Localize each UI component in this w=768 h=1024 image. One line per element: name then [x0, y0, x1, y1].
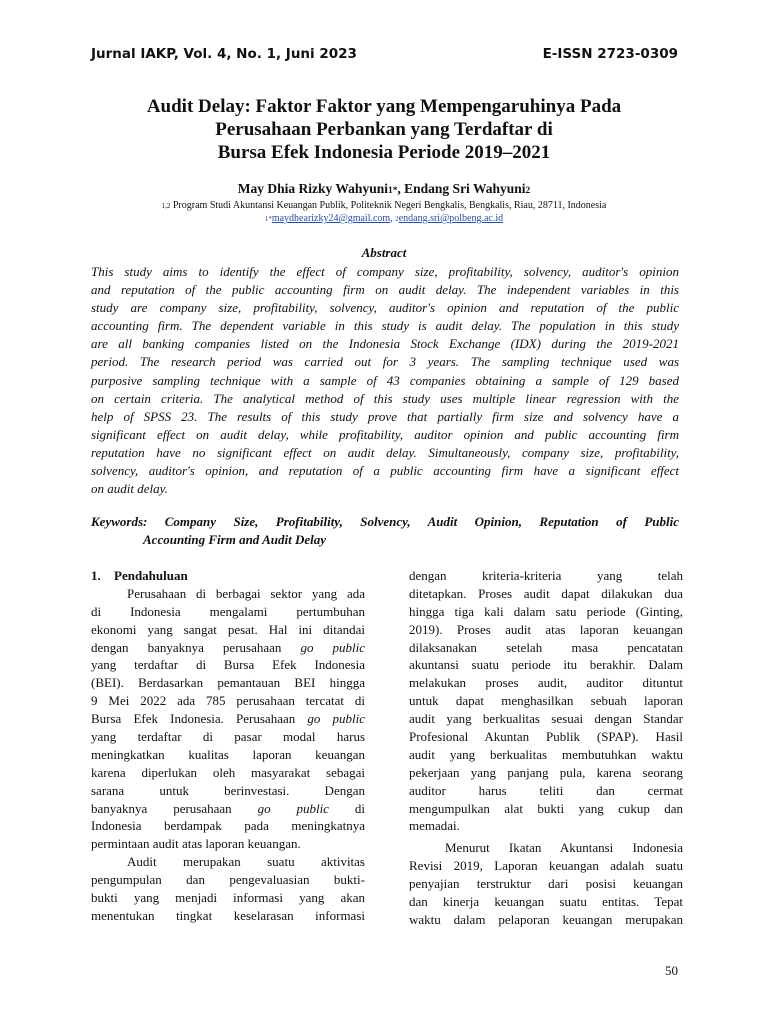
- abstract-line: accounting firm. The dependent variable in this study is audit delay. The population in this study: [91, 318, 679, 334]
- body-line: di Indonesia mengalami pertumbuhan: [91, 603, 365, 619]
- title-line: Bursa Efek Indonesia Periode 2019–2021: [217, 142, 551, 163]
- body-line: dengan kriteria-kriteria yang telah: [409, 568, 683, 583]
- affiliation-mark: 1,2: [161, 202, 171, 210]
- body-line: sarana untuk berinvestasi. Dengan: [91, 782, 365, 798]
- author-name: May Dhia Rizky Wahyuni: [237, 181, 388, 196]
- page-number: 50: [665, 963, 678, 978]
- keywords-line: Keywords: Company Size, Profitability, Solvency, Audit Opinion, Reputation of Public: [91, 514, 679, 529]
- body-line: yang terdaftar di Bursa Efek Indonesia: [91, 657, 365, 673]
- abstract-line: help of SPSS 23. The results of this study prove that partially firm size and solvency have a: [91, 408, 679, 424]
- body-line: bukti yang menjadi informasi yang akan: [91, 890, 365, 906]
- email-mark: 1*: [264, 215, 272, 223]
- body-line: ekonomi yang sangat pesat. Hal ini ditandai: [91, 621, 365, 637]
- body-line: penyajian terstruktur dari posisi keuangan: [409, 876, 683, 892]
- body-line: permintaan audit atas laporan keuangan.: [91, 836, 301, 852]
- body-line: pekerjaan yang panjang pula, karena seorang: [409, 764, 683, 780]
- italic-term: go public: [307, 711, 365, 727]
- body-line: Indonesia berdampak pada meningkatnya: [91, 818, 365, 834]
- keywords-line: Accounting Firm and Audit Delay: [143, 532, 326, 547]
- abstract-body: [91, 263, 679, 498]
- issn-header: E-ISSN 2723-0309: [542, 46, 678, 62]
- abstract-line: significant effect on audit delay, while profitability, auditor opinion and public accounting firm: [91, 426, 679, 442]
- body-line: audit yang berkualitas membutuhkan waktu: [409, 746, 683, 762]
- body-line: 2019). Proses audit atas laporan keuangan: [409, 621, 683, 637]
- section-title: Pendahuluan: [114, 568, 188, 583]
- body-line: pengumpulan dan pengevaluasian bukti-: [91, 872, 365, 888]
- title-line: Audit Delay: Faktor Faktor yang Mempengaruhinya Pada: [146, 96, 622, 117]
- body-line: Audit merupakan suatu aktivitas: [127, 854, 365, 870]
- author-separator: ,: [397, 181, 405, 196]
- abstract-line: reputation have no significant effect on audit delay. Simultaneously, company size, profitability,: [91, 444, 679, 460]
- affiliation: [80, 200, 688, 211]
- abstract-line: on audit delay.: [91, 481, 168, 497]
- affiliation-text: Program Studi Akuntansi Keuangan Publik, Politeknik Negeri Bengkalis, Bengkalis, Riau, 28711, Indonesia: [170, 200, 607, 211]
- body-column-left: [91, 567, 365, 925]
- body-line: memadai.: [409, 818, 460, 834]
- italic-term: go public: [257, 800, 329, 816]
- body-line: karena diperlukan oleh masyarakat sebagai: [91, 764, 365, 780]
- body-line: waktu dalam pelaporan keuangan merupakan: [409, 911, 683, 927]
- author-list: [80, 181, 688, 197]
- body-line: melakukan proses audit, auditor dituntut: [409, 675, 683, 691]
- journal-header: Jurnal IAKP, Vol. 4, No. 1, Juni 2023: [91, 46, 357, 62]
- body-column-right: [409, 567, 683, 929]
- author-emails: [80, 213, 688, 224]
- abstract-line: and reputation of the public accounting firm on audit delay. The independent variables in this: [91, 282, 679, 298]
- body-line: Revisi 2019, Laporan keuangan adalah suatu: [409, 858, 683, 874]
- author-name: Endang Sri Wahyuni: [404, 181, 526, 196]
- body-line: Perusahaan di berbagai sektor yang ada: [127, 585, 365, 601]
- body-line: 9 Mei 2022 ada 785 perusahaan tercatat di: [91, 693, 365, 709]
- body-line: auditor harus teliti dan cermat: [409, 782, 683, 798]
- body-line: akuntansi suatu periode itu berakhir. Dalam: [409, 657, 683, 673]
- italic-term: go public: [300, 639, 365, 655]
- body-line: dan kinerja keuangan suatu entitas. Tepat: [409, 894, 683, 910]
- abstract-line: purposive sampling technique with a sample of 43 companies obtaining a sample of 129 based: [91, 372, 679, 388]
- body-line: ditetapkan. Proses audit dapat dilakukan dua: [409, 585, 683, 601]
- body-line: Menurut Ikatan Akuntansi Indonesia: [445, 840, 683, 856]
- abstract-line: solvency, auditor's opinion, and reputation of a public accounting firm have a significant effect: [91, 463, 679, 479]
- abstract-heading: Abstract: [361, 245, 407, 260]
- abstract-line: period. The research period was carried out for 3 years. The sampling technique used was: [91, 354, 679, 370]
- author-affil-mark: 1*: [387, 186, 398, 196]
- body-line: yang terdaftar di pasar modal harus: [91, 729, 365, 745]
- section-number: 1.: [91, 568, 101, 583]
- body-line: menentukan tingkat keselarasan informasi: [91, 907, 365, 923]
- title-line: Perusahaan Perbankan yang Terdaftar di: [215, 119, 553, 140]
- body-line: audit yang berkualitas sesuai dengan Standar: [409, 711, 683, 727]
- body-line: (BEI). Berdasarkan pemantauan BEI hingga: [91, 675, 365, 691]
- body-line: untuk dapat menghasilkan sebuah laporan: [409, 693, 683, 709]
- author-affil-mark: 2: [525, 186, 531, 196]
- paper-title: [80, 95, 688, 164]
- keywords: [91, 513, 679, 549]
- email-link[interactable]: endang.sri@polbeng.ac.id: [398, 213, 504, 224]
- abstract-line: are all banking companies listed on the Indonesia Stock Exchange (IDX) during the 2019-2021: [91, 336, 679, 352]
- abstract-line: This study aims to identify the effect of company size, profitability, solvency, auditor's opinion: [91, 264, 679, 279]
- body-line: dilaksanakan setelah masa pencatatan: [409, 639, 683, 655]
- abstract-line: on certain criteria. The analytical method of this study uses multiple linear regression with the: [91, 390, 679, 406]
- section-heading: [91, 567, 365, 585]
- email-mark: 2: [395, 215, 399, 223]
- abstract-line: study are company size, profitability, solvency, auditor's opinion and reputation of the public: [91, 300, 679, 316]
- body-line: dengan banyaknya perusahaan go public: [91, 639, 365, 655]
- email-link[interactable]: maydhearizky24@gmail.com: [271, 213, 391, 224]
- body-line: mengumpulkan alat bukti yang cukup dan: [409, 800, 683, 816]
- body-line: meningkatkan kualitas laporan keuangan: [91, 746, 365, 762]
- email-separator: ,: [390, 213, 396, 224]
- body-line: Profesional Akuntan Publik (SPAP). Hasil: [409, 729, 683, 745]
- body-line: hingga tiga kali dalam satu periode (Ginting,: [409, 603, 683, 619]
- body-line: Bursa Efek Indonesia. Perusahaan go public: [91, 711, 365, 727]
- body-line: banyaknya perusahaan go public di: [91, 800, 365, 816]
